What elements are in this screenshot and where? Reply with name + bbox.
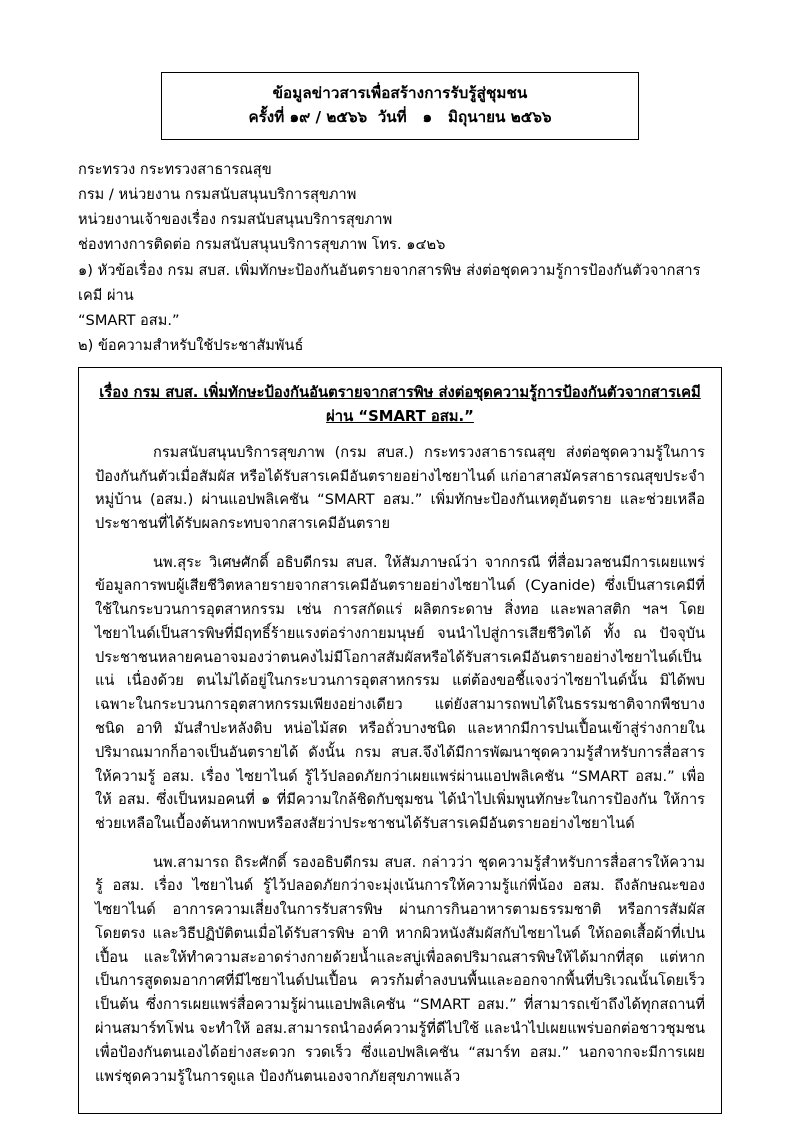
content-title-line-2: ผ่าน “SMART อสม.” bbox=[326, 407, 474, 425]
meta-topic-line-2: “SMART อสม.” bbox=[78, 311, 180, 329]
document-meta-block bbox=[78, 157, 722, 358]
content-title-line-1: เรื่อง กรม สบส. เพิ่มทักษะป้องกันอันตรายจากสารพิษ ส่งต่อชุดความรู้การป้องกันตัวจากสารเคมี bbox=[99, 383, 701, 401]
document-content-box bbox=[78, 367, 722, 1114]
document-header-box bbox=[161, 72, 639, 140]
meta-department: กรม / หน่วยงาน กรมสนับสนุนบริการสุขภาพ bbox=[78, 186, 357, 204]
meta-contact: ช่องทางการติดต่อ กรมสนับสนุนบริการสุขภาพ โทร. ๑๔๒๖ bbox=[78, 236, 446, 254]
meta-pr-text-label: ๒) ข้อความสำหรับใช้ประชาสัมพันธ์ bbox=[78, 336, 304, 354]
header-title-line-1: ข้อมูลข่าวสารเพื่อสร้างการรับรู้สู่ชุมชน bbox=[272, 84, 528, 102]
meta-owner: หน่วยงานเจ้าของเรื่อง กรมสนับสนุนบริการสุขภาพ bbox=[78, 211, 393, 229]
content-paragraph-1: กรมสนับสนุนบริการสุขภาพ (กรม สบส.) กระทรวงสาธารณสุข ส่งต่อชุดความรู้ในการป้องกันกันตัวเมื่อสัมผัส หรือได้รับสารเคมีอันตรายอย่างไซยาไนด์ แก่อาสาสมัครสาธารณสุขประจำหมู่บ้าน (อสม.) ผ่านแอปพลิเคชัน “SMART อสม.” เพิ่มทักษะป้องกันเหตุอันตราย และช่วยเหลือประชาชนที่ได้รับผลกระทบจากสารเคมีอันตราย bbox=[95, 443, 705, 533]
meta-ministry: กระทรวง กระทรวงสาธารณสุข bbox=[78, 161, 272, 179]
meta-topic-line-1: ๑) หัวข้อเรื่อง กรม สบส. เพิ่มทักษะป้องกันอันตรายจากสารพิษ ส่งต่อชุดความรู้การป้องกันตัวจากสารเคมี ผ่าน bbox=[78, 261, 701, 304]
content-title bbox=[95, 381, 705, 429]
content-paragraph-2: นพ.สุระ วิเศษศักดิ์ อธิบดีกรม สบส. ให้สัมภาษณ์ว่า จากกรณี ที่สื่อมวลชนมีการเผยแพร่ข้อมูลการพบผู้เสียชีวิตหลายรายจากสารเคมีอันตรายอย่างไซยาไนด์ (Cyanide) ซึ่งเป็นสารเคมีที่ใช้ในกระบวนการอุตสาหกรรม เช่น การสกัดแร่ ผลิตกระดาษ สิ่งทอ และพลาสติก ฯลฯ โดย ไซยาไนด์เป็นสารพิษที่มีฤทธิ์ร้ายแรงต่อร่างกายมนุษย์ จนนำไปสู่การเสียชีวิตได้ ทั้ง ณ ปัจจุบันประชาชนหลายคนอาจมองว่าตนคงไม่มีโอกาสสัมผัสหรือได้รับสารเคมีอันตรายอย่างไซยาไนด์เป็นแน่ เนื่องด้วย ตนไม่ได้อยู่ในกระบวนการอุตสาหกรรม แต่ต้องขอชี้แจงว่าไซยาไนด์นั้น มิได้พบเฉพาะในกระบวนการอุตสาหกรรมเพียงอย่างเดียว แต่ยังสามารถพบได้ในธรรมชาติจากพืชบางชนิด อาทิ มันสำปะหลังดิบ หน่อไม้สด หรือถั่วบางชนิด และหากมีการปนเปื้อนเข้าสู่ร่างกายในปริมาณมากก็อาจเป็นอันตรายได้ ดังนั้น กรม สบส.จึงได้มีการพัฒนาชุดความรู้สำหรับการสื่อสารให้ความรู้ อสม. เรื่อง ไซยาไนด์ รู้ไว้ปลอดภัยกว่าเผยแพร่ผ่านแอปพลิเคชัน “SMART อสม.” เพื่อให้ อสม. ซึ่งเป็นหมอคนที่ ๑ ที่มีความใกล้ชิดกับชุมชน ได้นำไปเพิ่มพูนทักษะในการป้องกัน ให้การช่วยเหลือในเบื้องต้นหากพบหรือสงสัยว่าประชาชนได้รับสารเคมีอันตรายอย่างไซยาไนด์ bbox=[95, 553, 705, 833]
content-paragraph-3: นพ.สามารถ ถิระศักดิ์ รองอธิบดีกรม สบส. กล่าวว่า ชุดความรู้สำหรับการสื่อสารให้ความรู้ อสม. เรื่อง ไซยาไนด์ รู้ไว้ปลอดภัยกว่าจะมุ่งเน้นการให้ความรู้แก่พี่น้อง อสม. ถึงลักษณะของไซยาไนด์ อาการความเสี่ยงในการรับสารพิษ ผ่านการกินอาหารตามธรรมชาติ หรือการสัมผัสโดยตรง และวิธีปฏิบัติตนเมื่อได้รับสารพิษ อาทิ หากผิวหนังสัมผัสกับไซยาไนด์ ให้ถอดเสื้อผ้าที่เปนเปื้อน และให้ทำความสะอาดร่างกายด้วยน้ำและสบู่เพื่อลดปริมาณสารพิษให้ได้มากที่สุด แต่หากเป็นการสูดดมอากาศที่มีไซยาไนด์ปนเปื้อน ควรก้มต่ำลงบนพื้นและออกจากพื้นที่บริเวณนั้นโดยเร็ว เป็นต้น ซึ่งการเผยแพร่สื่อความรู้ผ่านแอปพลิเคชัน “SMART อสม.” ที่สามารถเข้าถึงได้ทุกสถานที่ผ่านสมาร์ทโฟน จะทำให้ อสม.สามารถนำองค์ความรู้ที่ดีไปใช้ และนำไปเผยแพร่บอกต่อชาวชุมชนเพื่อป้องกันตนเองได้อย่างสะดวก รวดเร็ว ซึ่งแอปพลิเคชัน “สมาร์ท อสม.” นอกจากจะมีการเผยแพร่ชุดความรู้ในการดูแล ป้องกันตนเองจากภัยสุขภาพแล้ว bbox=[95, 853, 705, 1085]
header-title-line-2: ครั้งที่ ๑๙ / ๒๕๖๖ วันที่ ๑ มิถุนายน ๒๕๖๖ bbox=[248, 107, 552, 126]
